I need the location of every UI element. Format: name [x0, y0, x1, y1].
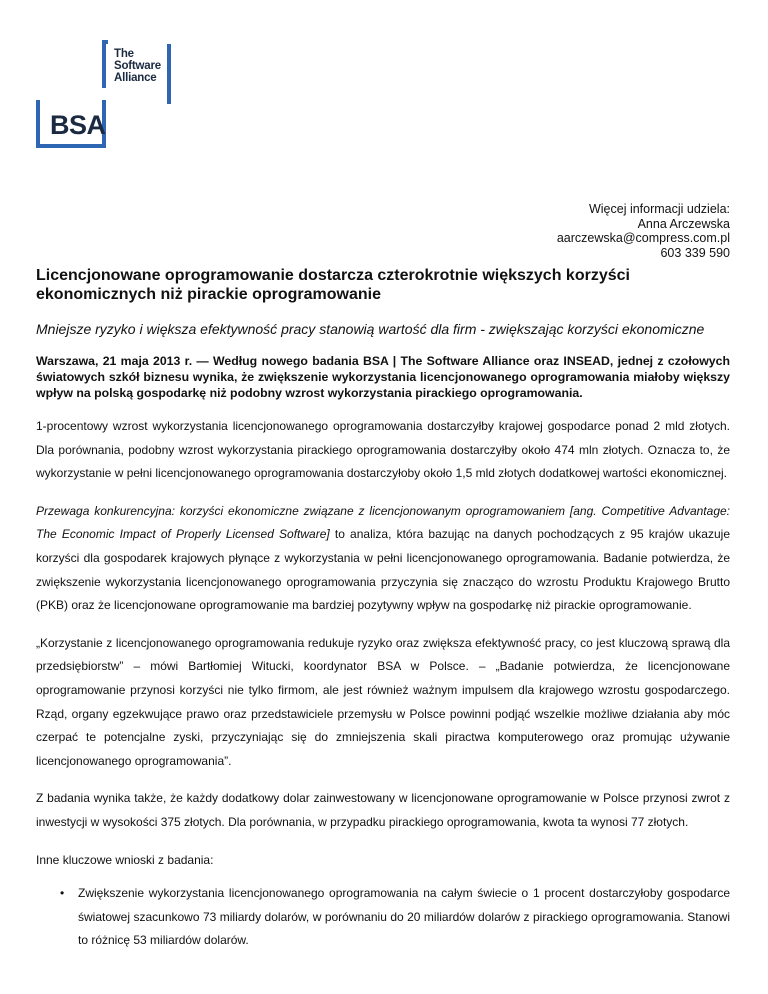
logo-bracket-left: [36, 100, 40, 148]
paragraph-3: „Korzystanie z licencjonowanego oprogramowania redukuje ryzyko oraz zwiększa efektywność pracy, co jest kluczową sprawą dla przedsiębiorstw” – mówi Bartłomiej Witucki, koordynator BSA w Polsce. – „Badanie potwierdza, że licencjonowane oprogramowanie przynosi korzyści nie tylko firmom, ale jest również ważnym impulsem dla krajowego wzrostu gospodarczego. Rząd, organy egzekwujące prawo oraz przedstawiciele przemysłu w Polsce powinni podjąć wszelkie możliwe działania aby móc czerpać te potencjalne zyski, przyczyniając się do zmniejszenia skali piractwa komputerowego oraz promując używanie licencjonowanego oprogramowania”.: [36, 635, 730, 768]
logo-bsa-text: BSA: [50, 110, 106, 140]
contact-block: [557, 202, 730, 260]
paragraph-2-rest: to analiza, która bazując na danych pochodzących z 95 krajów ukazuje korzyści dla gospodarek krajowych płynące z wykorzystania w pełni licencjonowanego oprogramowania. Badanie potwierdza, że zwiększenie wykorzystania licencjonowanego oprogramowania przyczynia się znacząco do wzrostu Produktu Krajowego Brutto (PKB) oraz że licencjonowane oprogramowanie ma bardziej pozytywny wpływ na gospodarkę niż pirackie oprogramowanie.: [36, 527, 730, 613]
findings-list: [36, 882, 730, 953]
list-item-text: Zwiększenie wykorzystania licencjonowanego oprogramowania na całym świecie o 1 procent dostarczyłoby gospodarce światowej szacunkowo 73 miliardy dolarów, w porównaniu do 20 miliardów dolarów z pirackiego oprogramowania. Stanowi to różnicę 53 miliardów dolarów.: [78, 886, 730, 948]
paragraph-1: 1-procentowy wzrost wykorzystania licencjonowanego oprogramowania dostarczyłby krajowej gospodarce ponad 2 mld złotych. Dla porównania, podobny wzrost wykorzystania pirackiego oprogramowania dostarczyłby około 474 mln złotych. Oznacza to, że wykorzystanie w pełni licencjonowanego oprogramowania dostarczyłoby około 1,5 mld złotych dodatkowej wartości ekonomicznej.: [36, 419, 730, 481]
contact-heading: Więcej informacji udziela:: [588, 202, 730, 216]
article-title: Licencjonowane oprogramowanie dostarcza czterokrotnie większych korzyści ekonomicznych niż pirackie oprogramowanie: [36, 267, 630, 303]
logo-bracket-bottom: [36, 144, 106, 148]
article-lead: Warszawa, 21 maja 2013 r. — Według nowego badania BSA | The Software Alliance oraz INSEAD, jednej z czołowych światowych szkół biznesu wynika, że zwiększenie wykorzystania licencjonowanego oprogramowania miałoby większy wpływ na polską gospodarkę niż podobny wzrost wykorzystania pirackiego oprogramowania.: [36, 354, 730, 400]
logo-bracket-top-bar: [102, 40, 108, 44]
paragraph-2-italic: Przewaga konkurencyjna: korzyści ekonomiczne związane z licencjonowanym oprogramowaniem [ang. Competitive Advantage: The Economic Impact of Properly Licensed Software]: [36, 503, 730, 542]
contact-phone: 603 339 590: [660, 245, 730, 260]
contact-email: aarczewska@compress.com.pl: [556, 231, 730, 245]
bullet-marker: •: [60, 886, 65, 901]
paragraph-4: Z badania wynika także, że każdy dodatkowy dolar zainwestowany w licencjonowane oprogramowanie w Polsce przynosi zwrot z inwestycji w wysokości 375 złotych. Dla porównania, w przypadku pirackiego oprogramowania, kwota ta wynosi 77 złotych.: [36, 791, 730, 829]
logo-line-the: The: [114, 48, 134, 60]
article-body: [36, 266, 730, 953]
logo-line-alliance: Alliance: [114, 72, 157, 84]
contact-name: Anna Arczewska: [637, 216, 730, 231]
list-item: [36, 882, 730, 953]
paragraph-5: Inne kluczowe wnioski z badania:: [36, 852, 214, 867]
logo-alliance-text: [114, 48, 161, 84]
logo-bracket-top: [102, 40, 106, 88]
paragraph-2: [36, 500, 730, 618]
bsa-logo: [36, 40, 176, 150]
logo-bracket-right: [167, 44, 171, 104]
article-subtitle: Mniejsze ryzyko i większa efektywność pracy stanowią wartość dla firm - zwiększając korzyści ekonomiczne: [36, 321, 705, 337]
logo-line-software: Software: [114, 60, 161, 72]
